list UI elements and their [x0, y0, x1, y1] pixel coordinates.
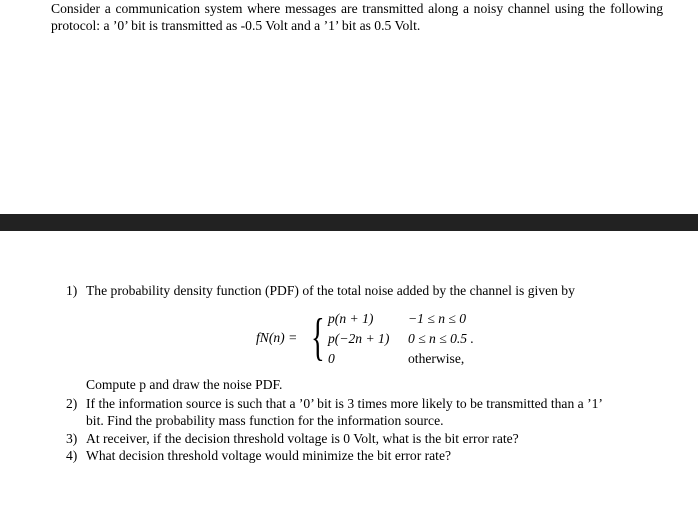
- question-number: 1): [66, 283, 78, 298]
- equation-lhs: fN(n) =: [256, 330, 298, 345]
- case-cond-3: otherwise,: [408, 351, 465, 366]
- left-brace: {: [311, 309, 325, 366]
- case-expr-2: p(−2n + 1): [328, 331, 390, 346]
- question-text: At receiver, if the decision threshold voltage is 0 Volt, what is the bit error rate?: [86, 431, 519, 446]
- pdf-equation: [256, 310, 516, 370]
- question-number: 3): [66, 431, 78, 446]
- case-expr-1: p(n + 1): [328, 311, 374, 326]
- section-divider: [0, 214, 698, 231]
- case-cond-2: 0 ≤ n ≤ 0.5 .: [408, 331, 474, 346]
- question-1-followup: Compute p and draw the noise PDF.: [86, 377, 283, 392]
- case-cond-1: −1 ≤ n ≤ 0: [408, 311, 467, 326]
- question-2-line2: bit. Find the probability mass function for the information source.: [86, 413, 444, 428]
- question-text-line1: If the information source is such that a ’0’ bit is 3 times more likely to be transmitted than a ’1’: [86, 396, 603, 411]
- question-number: 4): [66, 448, 78, 463]
- question-text: The probability density function (PDF) of the total noise added by the channel is given by: [86, 283, 575, 298]
- question-number: 2): [66, 396, 78, 411]
- case-expr-3: 0: [328, 351, 335, 366]
- intro-paragraph: Consider a communication system where messages are transmitted along a noisy channel using the following protocol: a ’0’ bit is transmitted as -0.5 Volt and a ’1’ bit as 0.5 Volt.: [51, 1, 663, 33]
- question-text: What decision threshold voltage would minimize the bit error rate?: [86, 448, 452, 463]
